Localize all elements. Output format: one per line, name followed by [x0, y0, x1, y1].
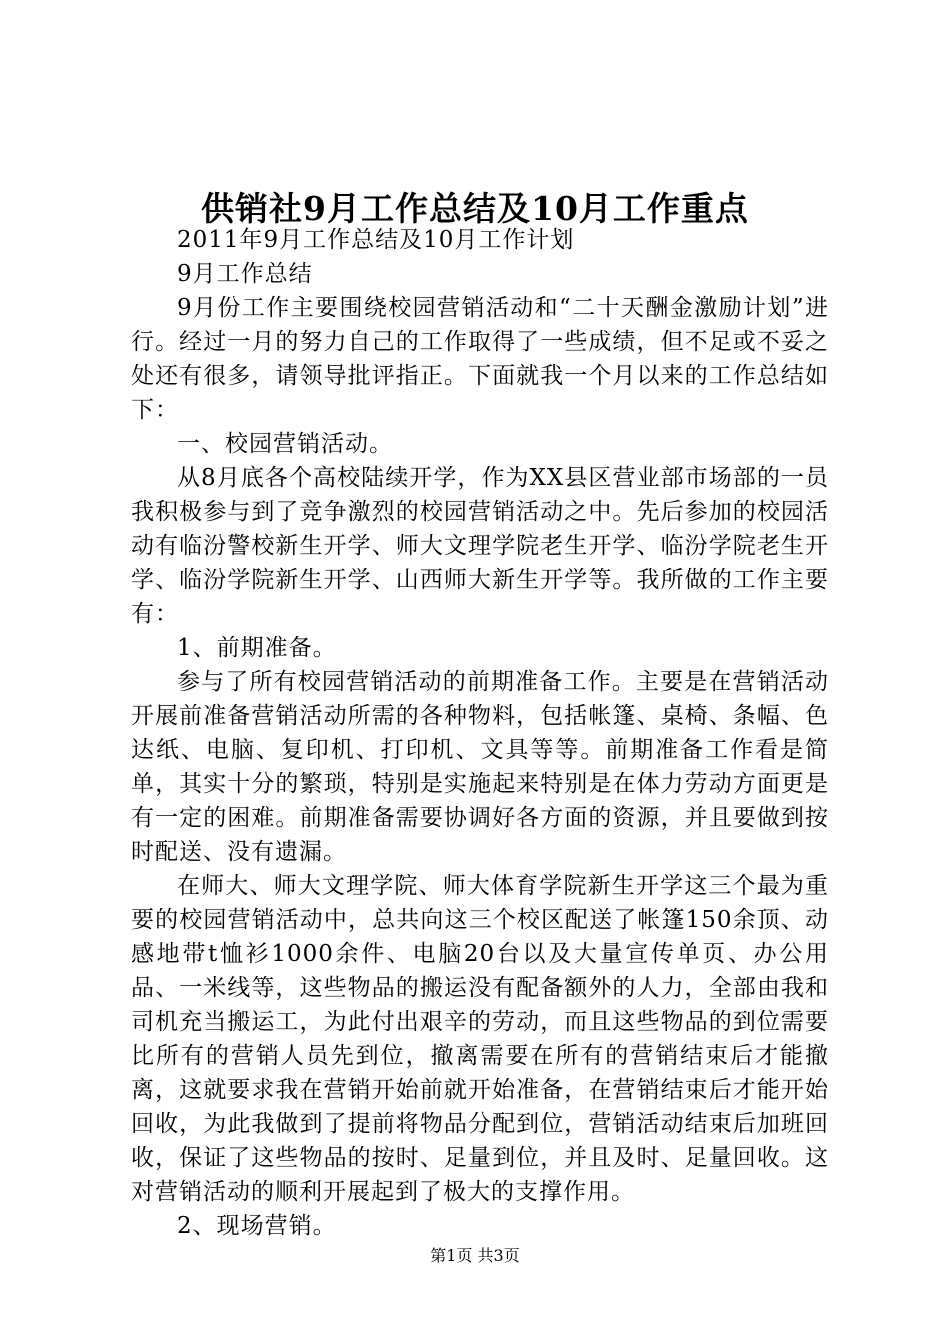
page-footer: 第1页 共3页 [430, 1246, 520, 1265]
paragraph-intro: 9月份工作主要围绕校园营销活动和“二十天酬金激励计划”进行。经过一月的努力自己的工作取得了一些成绩，但不足或不妥之处还有很多，请领导批评指正。下面就我一个月以来的工作总结如下： [131, 295, 829, 423]
paragraph-heading-period: 2011年9月工作总结及10月工作计划 [177, 227, 575, 253]
subsection-heading-preparation: 1、前期准备。 [177, 635, 337, 661]
paragraph-preparation: 参与了所有校园营销活动的前期准备工作。主要是在营销活动开展前准备营销活动所需的各种物料，包括帐篷、桌椅、条幅、色达纸、电脑、复印机、打印机、文具等等。前期准备工作看是简单，其实十分的繁琐，特别是实施起来特别是在体力劳动方面更是有一定的困难。前期准备需要协调好各方面的资源，并且要做到按时配送、没有遗漏。 [131, 669, 829, 865]
subsection-heading-onsite-marketing: 2、现场营销。 [177, 1213, 337, 1239]
section-heading-campus-marketing: 一、校园营销活动。 [177, 431, 393, 457]
document-body [131, 223, 829, 1243]
document-title: 供销社9月工作总结及10月工作重点 [201, 189, 749, 228]
paragraph-campus-activities: 从8月底各个高校陆续开学，作为XX县区营业部市场部的一员我积极参与到了竞争激烈的校园营销活动之中。先后参加的校园活动有临汾警校新生开学、师大文理学院老生开学、临汾学院老生开学、临汾学院新生开学、山西师大新生开学等。我所做的工作主要有： [131, 465, 829, 627]
paragraph-logistics: 在师大、师大文理学院、师大体育学院新生开学这三个最为重要的校园营销活动中，总共向这三个校区配送了帐篷150余顶、动感地带t恤衫1000余件、电脑20台以及大量宣传单页、办公用品、一米线等，这些物品的搬运没有配备额外的人力，全部由我和司机充当搬运工，为此付出艰辛的劳动，而且这些物品的到位需要比所有的营销人员先到位，撤离需要在所有的营销结束后才能撤离，这就要求我在营销开始前就开始准备，在营销结束后才能开始回收，为此我做到了提前将物品分配到位，营销活动结束后加班回收，保证了这些物品的按时、足量到位，并且及时、足量回收。这对营销活动的顺利开展起到了极大的支撑作用。 [131, 873, 829, 1205]
paragraph-heading-summary: 9月工作总结 [177, 261, 313, 287]
